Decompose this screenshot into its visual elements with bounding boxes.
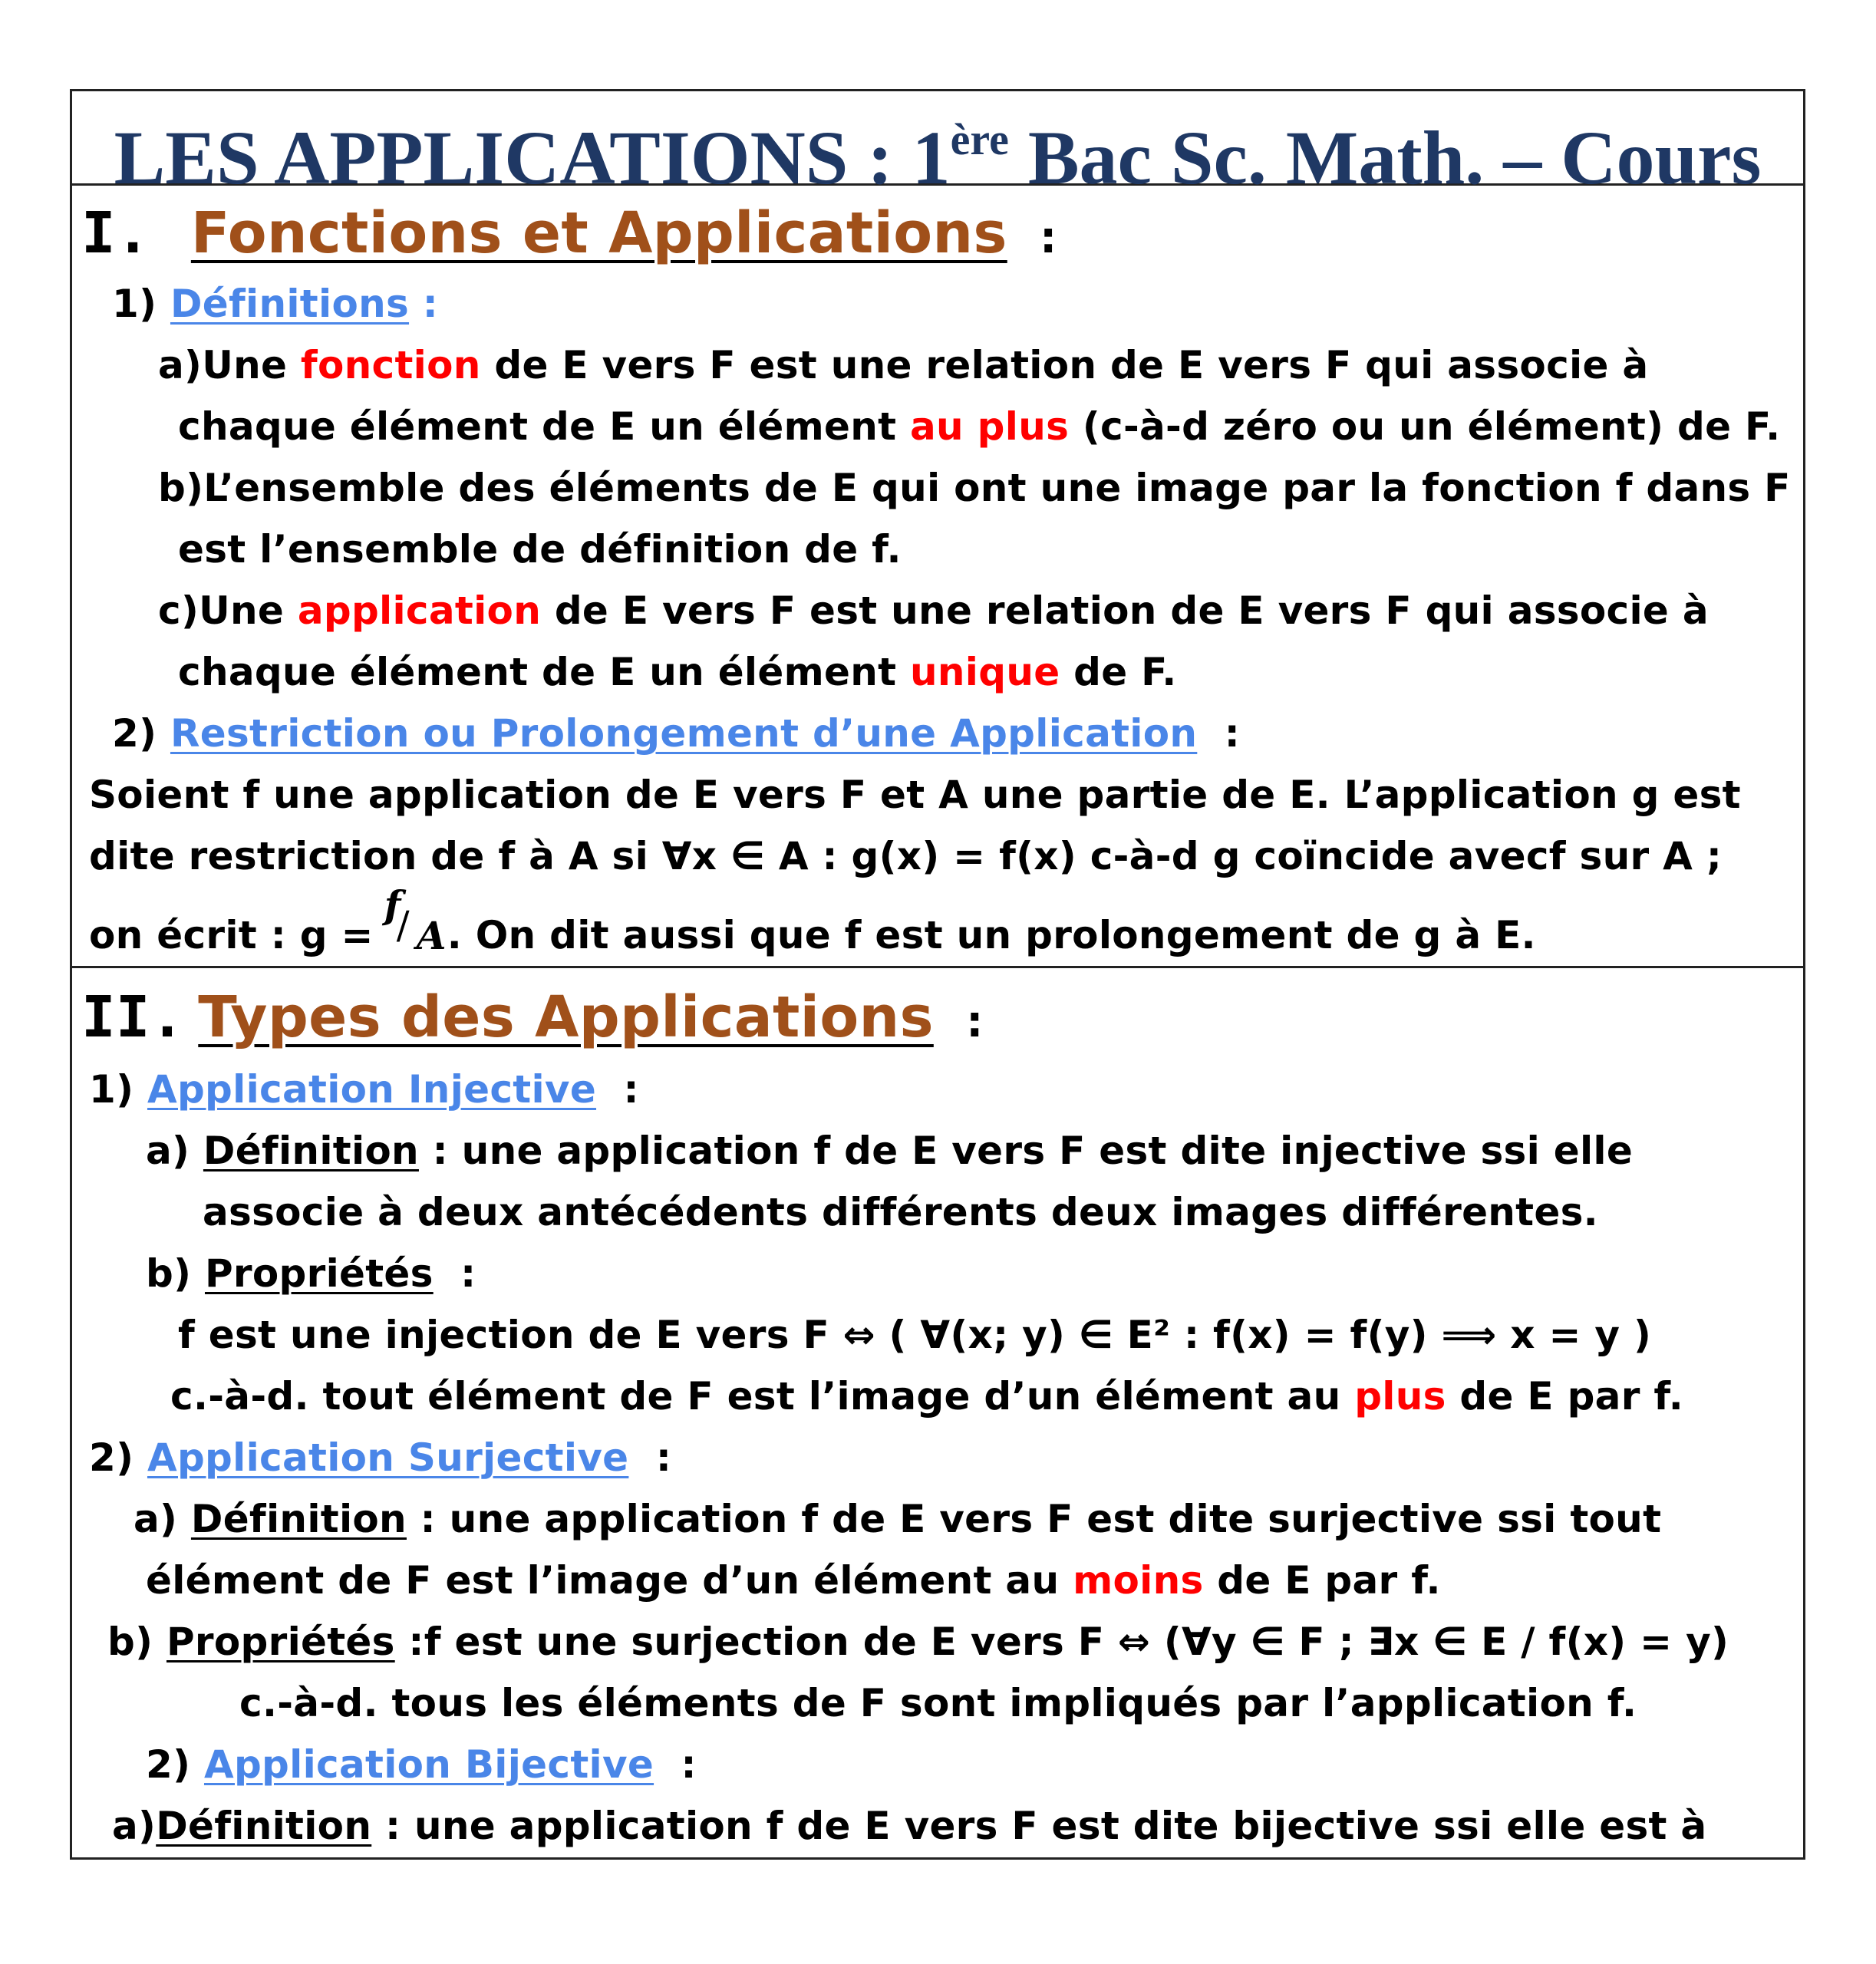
surjective-formula: b) Propriétés :f est une surjection de E vers F ⇔ (∀y ∈ F ; ∃x ∈ E / f(x) = y): [107, 1620, 1729, 1664]
restriction-line1: Soient f une application de E vers F et A une partie de E. L’application g est: [89, 773, 1741, 817]
definition-c-line2: chaque élément de E un élément unique de F.: [178, 650, 1177, 694]
surjective-heading: 2) Application Surjective :: [89, 1435, 672, 1480]
definition-b-line2: est l’ensemble de définition de f.: [178, 527, 902, 572]
bijective-definition-line1: a)Définition : une application f de E vers F est dite bijective ssi elle est à: [112, 1804, 1707, 1848]
restriction-fraction: f / A: [384, 882, 447, 958]
definitions-heading: 1) Définitions :: [112, 282, 439, 326]
restriction-line3: on écrit : g = f / A . On dit aussi que f est un prolongement de g à E.: [89, 882, 1536, 958]
section-1-heading: I. Fonctions et Applications :: [81, 200, 1063, 266]
injective-definition-line1: a) Définition : une application f de E vers F est dite injective ssi elle: [146, 1129, 1634, 1173]
definition-a-line1: a)Une fonction de E vers F est une relation de E vers F qui associe à: [158, 343, 1649, 387]
section-separator: [72, 966, 1803, 968]
definition-c-line1: c)Une application de E vers F est une relation de E vers F qui associe à: [158, 588, 1709, 633]
restriction-line2: dite restriction de f à A si ∀x ∈ A : g(x) = f(x) c-à-d g coïncide avecf sur A ;: [89, 834, 1723, 878]
injective-formula: f est une injection de E vers F ⇔ ( ∀(x; y) ∈ E² : f(x) = f(y) ⟹ x = y ): [178, 1313, 1652, 1357]
surjective-definition-line1: a) Définition : une application f de E vers F est dite surjective ssi tout: [134, 1497, 1662, 1541]
page-title: LES APPLICATIONS : 1ère Bac Sc. Math. – Cours: [114, 114, 1762, 200]
injective-definition-line2: associe à deux antécédents différents deux images différentes.: [203, 1190, 1598, 1234]
definition-a-line2: chaque élément de E un élément au plus (c-à-d zéro ou un élément) de F.: [178, 404, 1781, 449]
section-2-heading: II. Types des Applications :: [81, 984, 989, 1050]
surjective-definition-line2: élément de F est l’image d’un élément au moins de E par f.: [146, 1558, 1441, 1603]
injective-properties-heading: b) Propriétés :: [146, 1251, 476, 1296]
bijective-heading: 2) Application Bijective :: [146, 1742, 697, 1787]
definition-b-line1: b)L’ensemble des éléments de E qui ont une image par la fonction f dans F: [158, 466, 1791, 510]
injective-heading: 1) Application Injective :: [89, 1067, 639, 1112]
restriction-heading: 2) Restriction ou Prolongement d’une Application :: [112, 711, 1241, 756]
injective-properties-line2: c.-à-d. tout élément de F est l’image d’un élément au plus de E par f.: [170, 1374, 1684, 1419]
surjective-properties-line2: c.-à-d. tous les éléments de F sont impliqués par l’application f.: [239, 1681, 1637, 1725]
